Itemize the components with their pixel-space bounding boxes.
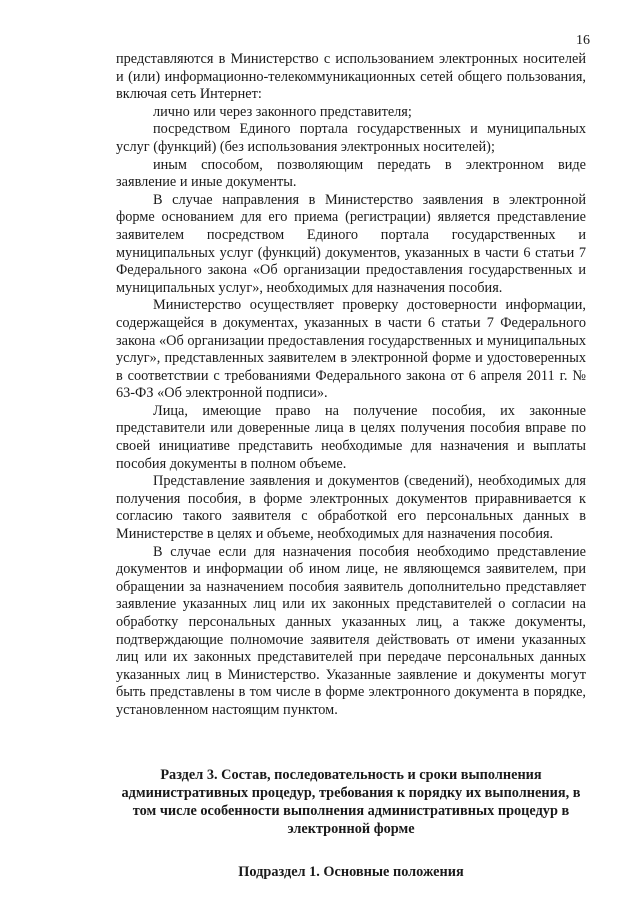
section-heading: Раздел 3. Состав, последовательность и сроки выполнения административных процедур, требования к порядку их выполнения, в том числе особенности выполнения административных процедур в электронной форме xyxy=(121,766,581,837)
paragraph: Представление заявления и документов (сведений), необходимых для получения пособия, в форме электронных документов приравнивается к согласию такого заявителя с обработкой его персональных данных в Министерстве в целях и объеме, необходимых для назначения пособия. xyxy=(116,473,586,543)
paragraph: В случае направления в Министерство заявления в электронной форме основанием для его приема (регистрации) является представление заявителем посредством Единого портала государственных и муниципальных услуг (функций) документов, указанных в части 6 статьи 7 Федерального закона «Об организации предоставления государственных и муниципальных услуг», необходимых для назначения пособия. xyxy=(116,191,586,296)
page-number: 16 xyxy=(576,33,590,48)
document-body xyxy=(116,51,586,881)
paragraph: В случае если для назначения пособия необходимо представление документов и информации об ином лице, не являющемся заявителем, при обращении за назначением пособия заявитель дополнительно представляет заявление указанных лиц или их законных представителей о согласии на обработку персональных данных указанных лиц, а также документы, подтверждающие полномочие заявителя действовать от имени указанных лиц или их законных представителей при передаче персональных данных указанных лиц в Министерство. Указанные заявление и документы могут быть представлены в том числе в форме электронного документа в порядке, установленном настоящим пунктом. xyxy=(116,543,586,718)
paragraph: лично или через законного представителя; xyxy=(153,103,412,120)
paragraph: Министерство осуществляет проверку достоверности информации, содержащейся в документах, указанных в части 6 статьи 7 Федерального закона «Об организации предоставления государственных и муниципальных услуг», представленных заявителем в электронной форме и удостоверенных в соответствии с требованиями Федерального закона от 6 апреля 2011 г. № 63-ФЗ «Об электронной подписи». xyxy=(116,297,586,402)
paragraph: представляются в Министерство с использованием электронных носителей и (или) информационно-телекоммуникационных сетей общего пользования, включая сеть Интернет: xyxy=(116,51,586,103)
paragraph: иным способом, позволяющим передать в электронном виде заявление и иные документы. xyxy=(116,156,586,191)
paragraph: посредством Единого портала государственных и муниципальных услуг (функций) (без использования электронных носителей); xyxy=(116,121,586,155)
paragraph: Лица, имеющие право на получение пособия, их законные представители или доверенные лица в целях получения пособия вправе по своей инициативе представить необходимые для назначения и выплаты пособия документы в полном объеме. xyxy=(116,402,586,472)
subsection-heading: Подраздел 1. Основные положения xyxy=(238,863,464,880)
